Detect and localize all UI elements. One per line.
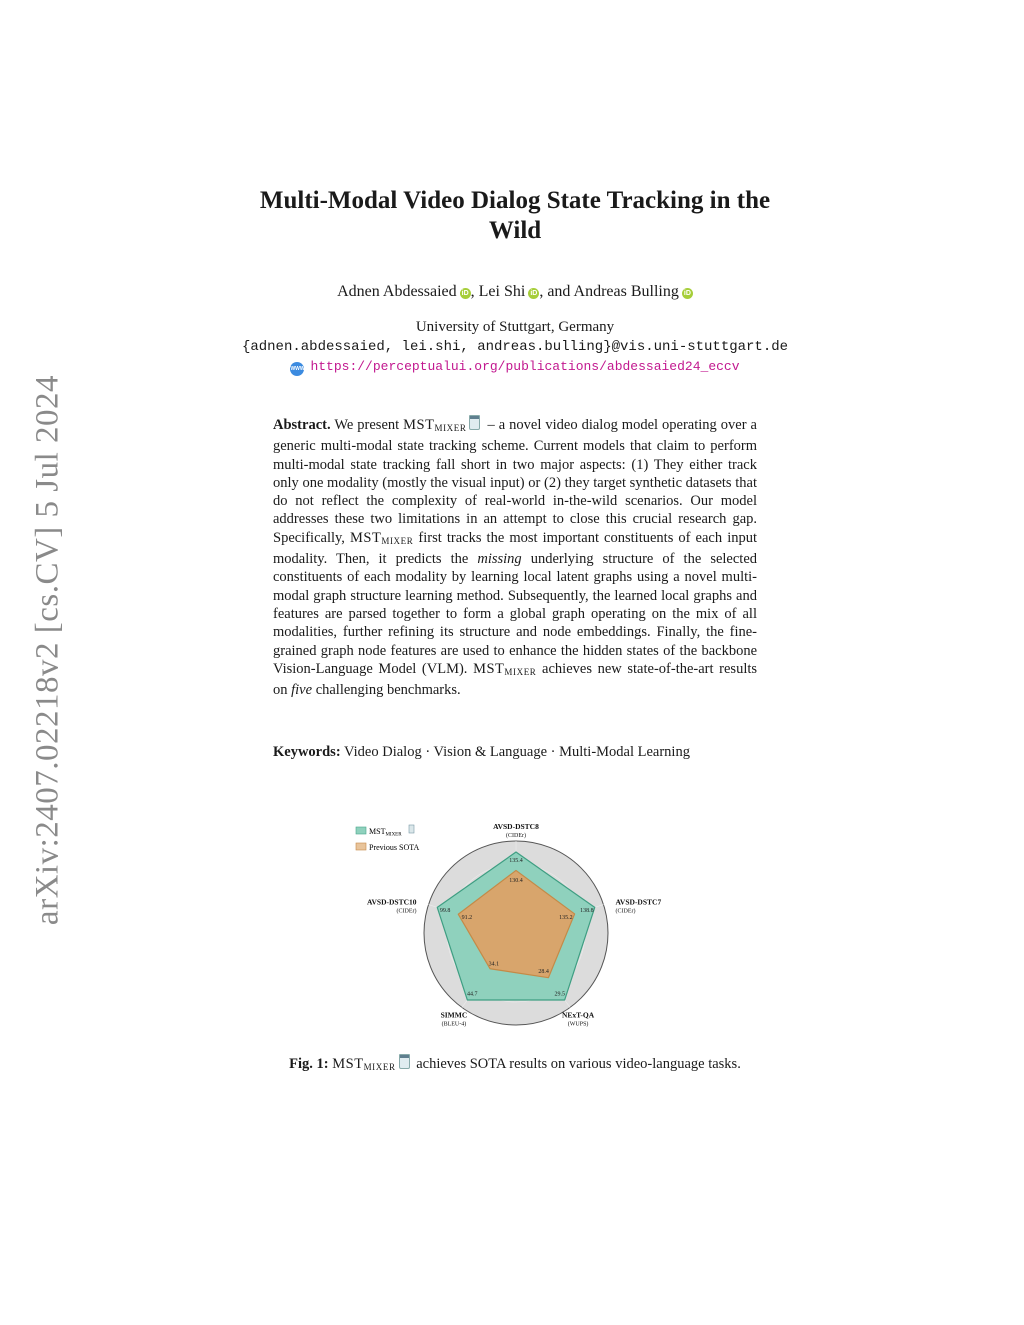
abstract-text: We present <box>334 417 400 433</box>
data-label-prev: 28.4 <box>538 968 549 975</box>
project-link[interactable] <box>150 359 880 376</box>
abstract-text: first tracks the most important constituents of each input modality. Then, it predicts the <box>273 529 757 568</box>
legend-swatch-mst <box>356 827 366 834</box>
axis-label: NExT-QA <box>561 1010 595 1020</box>
abstract <box>273 415 757 699</box>
data-label-mst: 29.5 <box>554 991 566 998</box>
abstract-text: underlying structure of the selected constituents of each modality by learning local latent graphs using a novel multi-modal graph structure learning method. Subsequently, the learned local graphs and features are parsed together to form a global graph operating on the mix of all modalities, further refining its structure and node embeddings. Finally, the fine-grained graph node features are used to enhance the hidden states of the backbone Vision-Language Model (VLM). <box>273 551 758 677</box>
axis-metric: (WUPS) <box>567 1021 589 1028</box>
model-name: $MST_{MIXER}$ <box>403 417 467 433</box>
caption-text: achieves SOTA results on various video-language tasks. <box>416 1056 741 1072</box>
orcid-icon[interactable]: iD <box>530 290 538 297</box>
globe-icon: WWW <box>290 362 304 376</box>
orcid-icon[interactable]: iD <box>461 290 469 297</box>
data-label-mst: 99.8 <box>439 907 451 914</box>
trash-can-icon <box>469 415 480 430</box>
keywords-text: Video Dialog · Vision & Language · Multi-Modal Learning <box>344 744 690 760</box>
radar-chart <box>340 815 690 1045</box>
axis-label: AVSD-DSTC8 <box>493 822 539 831</box>
abstract-text: – a novel video dialog model operating over a generic multi-modal state tracking scheme. Current models that claim to perform multi-modal state tracking fall short in two major aspects: (1) They either track only one modality (mostly the visual input) or (2) they target synthetic datasets that do not reflect the complexity of real-world in-the-wild scenarios. Our model addresses these two limitations in an attempt to close this crucial research gap. Specifically, <box>273 417 757 546</box>
abstract-emphasis: missing <box>477 551 522 568</box>
trash-can-icon <box>409 825 414 833</box>
axis-label: AVSD-DSTC7 <box>615 897 662 907</box>
legend-swatch-prev <box>356 843 366 850</box>
paper-title <box>212 186 818 246</box>
legend-label-mst: MSTMIXER <box>369 827 402 838</box>
axis-metric: (BLEU-4) <box>441 1021 467 1028</box>
data-label-mst: 138.8 <box>580 907 594 914</box>
abstract-text: achieves new state-of-the-art results on <box>273 660 758 699</box>
axis-label: SIMMC <box>440 1010 468 1020</box>
axis-label: AVSD-DSTC10 <box>367 897 417 907</box>
axis-metric: (CIDEr) <box>615 908 636 915</box>
axis-metric: (CIDEr) <box>506 833 526 839</box>
data-label-prev: 91.2 <box>461 915 473 922</box>
author-1: Adnen Abdessaied <box>337 283 457 300</box>
data-label-prev: 135.2 <box>559 914 573 921</box>
axis-metric: (CIDEr) <box>396 908 417 915</box>
trash-can-icon <box>399 1054 410 1069</box>
author-list <box>212 283 818 301</box>
data-label-prev: 34.1 <box>488 961 500 968</box>
abstract-text: challenging benchmarks. <box>315 682 461 699</box>
data-label-mst: 135.4 <box>509 858 523 865</box>
figure-caption <box>212 1054 818 1073</box>
author-2: , Lei Shi <box>470 283 526 300</box>
author-3: , and Andreas Bulling <box>539 283 679 300</box>
title-line-2: Wild <box>488 217 542 244</box>
model-name: $MST_{MIXER}$ <box>350 529 414 546</box>
model-name: $MST_{MIXER}$ <box>473 660 537 677</box>
title-line-1: Multi-Modal Video Dialog State Tracking in the <box>259 187 771 214</box>
abstract-label: Abstract. <box>273 417 331 433</box>
legend-label-prev: Previous SOTA <box>369 843 420 852</box>
keywords <box>273 744 773 761</box>
affiliation: University of Stuttgart, Germany <box>415 319 615 335</box>
arxiv-side-stamp: arXiv:2407.02218v2 [cs.CV] 5 Jul 2024 <box>29 374 66 926</box>
model-name: $MST_{MIXER}$ <box>332 1056 396 1072</box>
keywords-label: Keywords: <box>273 744 341 760</box>
project-url[interactable]: https://perceptualui.org/publications/abdessaied24_eccv <box>310 359 740 374</box>
data-label-prev: 130.4 <box>509 877 523 884</box>
author-emails: {adnen.abdessaied, lei.shi, andreas.bulling}@vis.uni-stuttgart.de <box>241 339 789 355</box>
abstract-emphasis: five <box>291 682 313 699</box>
caption-label: Fig. 1: <box>289 1056 329 1072</box>
orcid-icon[interactable]: iD <box>683 290 691 297</box>
data-label-mst: 44.7 <box>466 991 478 998</box>
figure-radar <box>340 815 690 1045</box>
